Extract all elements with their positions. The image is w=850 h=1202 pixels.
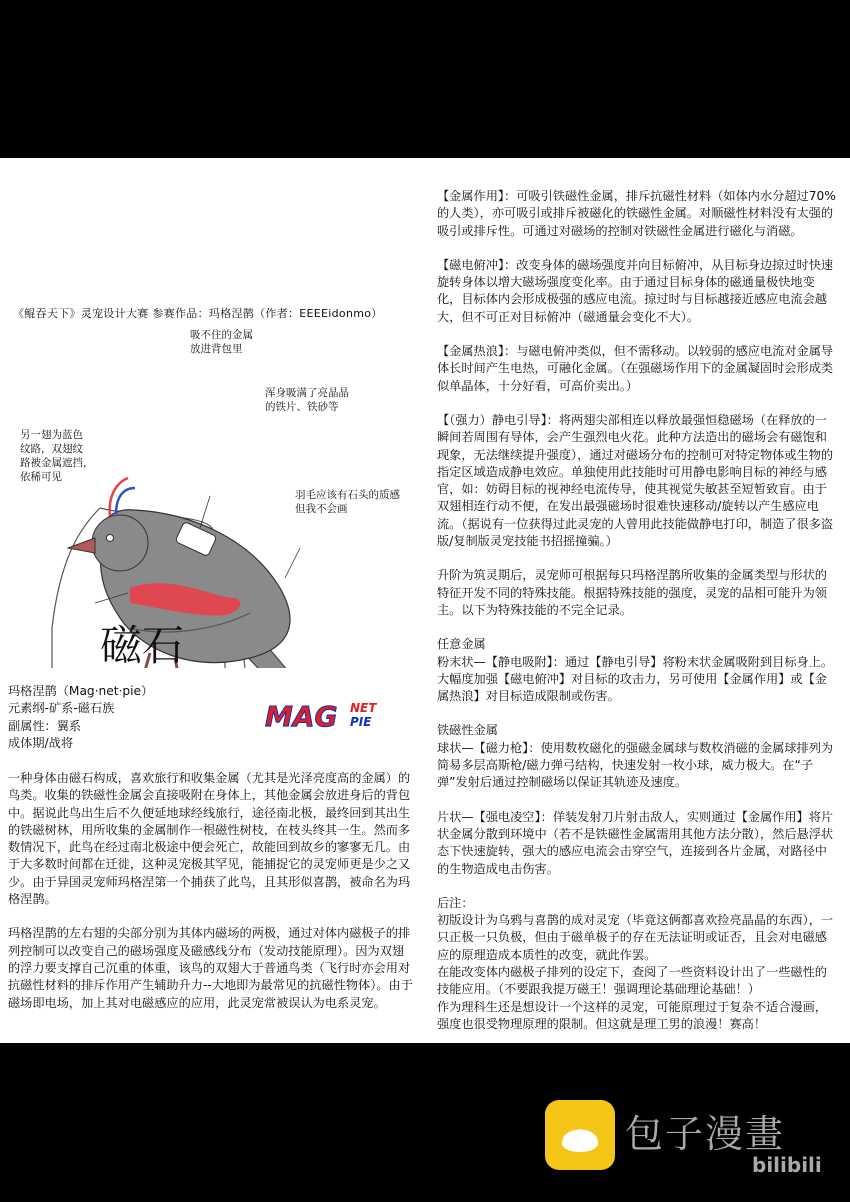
magnet-label: 磁石	[100, 621, 185, 670]
species-info: 玛格涅鹊（Mag·net·pie） 元素纲-矿系-磁石族 副属性：翼系 成体期/战将	[8, 684, 154, 750]
left-description	[8, 770, 413, 1029]
watermark-cn: 包子漫畫	[625, 1112, 786, 1156]
bird-eye	[107, 535, 114, 542]
special-ferromagnetic: 铁磁性金属 球状—【磁力枪】：使用数枚磁化的强磁金属球与数枚消磁的金属球排列为简易多层高斯枪/磁力弹弓结构，快速发射一枚小球，威力极大。在“子弹”发射后通过控制磁场以保证其轨迹及速度。	[437, 723, 834, 790]
skill-metal-heatwave: 【金属热浪】：与磁电俯冲类似，但不需移动。以较弱的感应电流对金属导体长时间产生电热，可融化金属。（在强磁场作用下的金属凝固时会形成类似单晶体，十分好看，可高价卖出。）	[437, 344, 834, 393]
afterword: 后注： 初版设计为乌鸦与喜鹊的成对灵宠（毕竟这俩都喜欢捡亮晶晶的东西），一只正极一只负极，但由于磁单极子的存在无法证明或证否，且会对电磁感应的原理造成本质性的改变，就此作罢。 在能改变体内磁极子排列的设定下，查阅了一些资料设计出了一些磁性的技能应用。（不要跟我提万磁王！强调理论基础理论基础！） 作为理科生还是想设计一个这样的灵宠，可能原理过于复杂不适合漫画，强度也很受物理原理的限制。但这就是理工男的浪漫！赛高！	[437, 895, 834, 1031]
annotation-metal: 浑身吸满了亮晶晶 的铁片、铁砂等	[265, 387, 349, 413]
skill-metal-action: 【金属作用】：可吸引铁磁性金属，排斥抗磁性材料（如体内水分超过70%的人类），亦可吸引或排斥被磁化的铁磁性金属。对顺磁性材料没有太强的吸引或排斥性。可通过对磁场的控制对铁磁性金属进行磁化与消磁。	[437, 189, 836, 238]
logo-net: NET	[350, 701, 377, 715]
annotation-backpack: 吸不住的金属 放进背包里	[190, 329, 253, 355]
description-paragraph-1: 一种身体由磁石构成，喜欢旅行和收集金属（尤其是光泽亮度高的金属）的鸟类。收集的铁磁性金属会直接吸附在身体上，其他金属会放进身后的背包中。据说此鸟出生后不久便延地球经线旅行，途径南北极，最终回到其出生的铁磁树林，用所收集的金属制作一根磁性树枝，在枝头终其一生。然而多数情况下，此鸟在经过南北极途中便会死亡，故能回到故乡的寥寥无几。由于大多数时间都在迁徙，这种灵宠极其罕见，能捕捉它的灵宠师更是少之又少。由于异国灵宠师玛格涅第一个捕获了此鸟，且其形似喜鹊，被命名为玛格涅鹊。	[8, 771, 411, 907]
watermark-en: bilibili	[752, 1153, 822, 1177]
logo-pie: PIE	[350, 715, 372, 729]
annotation-wing: 另一翅为蓝色 纹路，双翅纹 路被金属遮挡， 依稀可见	[20, 429, 94, 483]
skill-static-guide: 【（强力）静电引导】：将两翅尖部相连以释放最强恒稳磁场（在释放的一瞬间若周围有导体，会产生强烈电火花。此种方法造出的磁场会有磁饱和现象，无法继续提升强度），通过对磁场分布的控制可对特定物体或生物的指定区域造成静电效应。单独使用此技能时可用静电影响目标的神经与感官，如：妨碍目标的视神经电流传导，使其视觉失敏甚至短暂致盲。由于双翅相连行动不便，在发出最强磁场时很难快速移动/旋转以产生感应电流。（据说有一位获得过此灵宠的人曾用此技能做静电打印，制造了很多盗版/复制版灵宠技能书招摇撞骗。）	[437, 412, 834, 549]
special-any-metal: 任意金属 粉末状—【静电吸附】：通过【静电引导】将粉末状金属吸附到目标身上。大幅度加强【磁电俯冲】对目标的攻击力，另可使用【金属作用】或【金属热浪】对目标造成限制或伤害。	[437, 637, 834, 704]
page-title: 《鲲吞天下》灵宠设计大赛 参赛作品：玛格涅鹊（作者：EEEEidonmo）	[13, 307, 383, 320]
skills-column	[437, 188, 837, 1033]
skill-magnetic-dive: 【磁电俯冲】：改变身体的磁场强度并向目标俯冲，从目标身边掠过时快速旋转身体以增大磁场强度变化率。由于通过目标身体的磁通量极快地变化，目标体内会形成极强的感应电流。掠过时与目标越接近感应电流会越大，但不可正对目标俯冲（磁通量会变化不大）。	[437, 257, 834, 324]
description-paragraph-2: 玛格涅鹊的左右翅的尖部分别为其体内磁场的两极，通过对体内磁极子的排列控制可以改变自己的磁场强度及磁感线分布（发动技能原理）。因为双翅的浮力要支撑自己沉重的体重，该鸟的双翅大于普通鸟类（飞行时亦会用对抗磁性材料的排斥作用产生辅助升力--大地即为最常见的抗磁性物体）。由于磁场即电场，加上其对电磁感应的应用，此灵宠常被误认为电系灵宠。	[8, 926, 413, 1010]
upgrade-note: 升阶为筑灵期后，灵宠师可根据每只玛格涅鹊所收集的金属类型与形状的特征开发不同的特殊技能。根据特殊技能的强度，灵宠的品相可能升为领主。以下为特殊技能的不完全记录。	[437, 568, 827, 617]
magnetpie-logo	[265, 698, 395, 730]
logo-main: MAG	[265, 700, 338, 730]
bird-beak	[68, 538, 95, 553]
special-sheet: 片状—【强电凌空】：佯装发射刀片射击敌人，实则通过【金属作用】将片状金属分散到环境中（若不是铁磁性金属需用其他方法分散），然后悬浮状态下快速旋转，强大的感应电流会击穿空气，连接到各片金属，对路径中的生物造成电击伤害。	[437, 809, 834, 876]
annotation-feather: 羽毛应该有石头的质感 但我不会画	[295, 489, 400, 515]
watermark	[540, 1095, 840, 1185]
document-page	[0, 158, 850, 1043]
bird-head	[92, 515, 148, 571]
